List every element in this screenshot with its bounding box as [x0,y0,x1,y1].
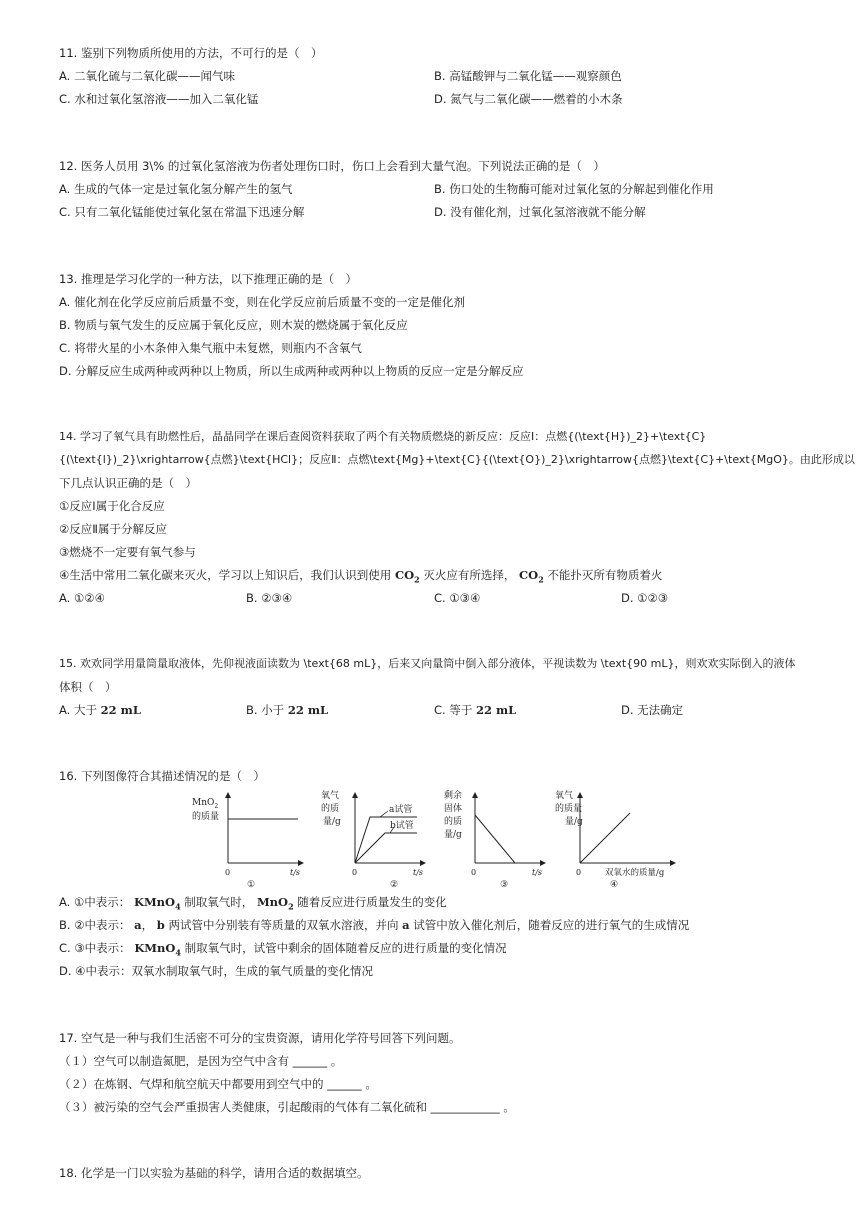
co2-formula: $CO_2$ [519,568,544,585]
q14-stem-line3: 下几点认识正确的是（ ） [59,476,197,490]
q13-option-d: D. 分解反应生成两种或两种以上物质，所以生成两种或两种以上物质的反应一定是分解反应 [59,364,524,378]
q13-stem: 13. 推理是学习化学的一种方法，以下推理正确的是（ ） [59,272,357,286]
kmno4-formula: KMnO$_4$ [133,895,181,912]
answer-blank-1[interactable]: ______ [292,1054,328,1068]
q14-statement-1: ①反应Ⅰ属于化合反应 [59,499,165,513]
q11-stem: 11. 鉴别下列物质所使用的方法，不可行的是（ ） [59,46,323,60]
q14-option-d: D. ①②③ [621,591,669,605]
q16-option-a: A. ①中表示： KMnO$_4$ 制取氧气时， MnO$_2$ 随着反应进行质量发生的变化 [59,895,447,912]
g3-ylabel3: 的质 [444,817,463,827]
q14-s4-part2: 灭火应有所选择， [423,568,516,582]
g4-ylabel3: 量/g [565,817,583,827]
q17-part-2: （２）在炼钢、气焊和航空航天中都要用到空气中的 ______ 。 [59,1077,377,1091]
g1-xlabel: t/s [290,868,301,877]
q12-stem: 12. 医务人员用 3\% 的过氧化氢溶液为伤者处理伤口时，伤口上会看到大量气泡。下列说法正确的是（ ） [59,159,605,173]
g3-ylabel4: 量/g [444,830,462,840]
g1-ylabel: MnO$_2$ [192,798,219,810]
q14-statement-2: ②反应Ⅱ属于分解反应 [59,522,167,536]
q14-statement-4 [59,568,662,586]
q12-option-b: B. 伤口处的生物酶可能对过氧化氢的分解起到催化作用 [434,182,714,196]
curve-4 [580,813,630,863]
g1-ylabel2: 的质量 [192,812,220,822]
g3-ylabel2: 固体 [444,804,463,814]
g1-origin: 0 [225,868,231,877]
q16-option-c: C. ③中表示： KMnO$_4$ 制取氧气时，试管中剩余的固体随着反应的进行质量的变化情况 [59,941,507,958]
q11-option-c: C. 水和过氧化氢溶液——加入二氧化锰 [59,92,259,106]
g2-number: ② [390,880,399,890]
g4-xlabel: 双氧水的质量/g [605,868,665,878]
g4-origin: 0 [576,868,582,877]
q15-stem-line1: 15. 欢欢同学用量筒量取液体，先仰视液面读数为 \text{68 mL}，后来又向量筒中倒入部分液体，平视读数为 \text{90 mL}，则欢欢实际倒入的液体 [59,657,796,670]
q15-stem-line2: 体积（ ） [59,680,117,694]
q14-option-b: B. ②③④ [246,591,293,605]
g1-number: ① [247,880,256,890]
kmno4-formula: KMnO$_4$ [134,941,181,958]
q14-option-a: A. ①②④ [59,591,105,605]
answer-blank-3[interactable]: ____________ [430,1100,500,1114]
g2-ylabel1: 氧气 [321,791,340,801]
g4-ylabel1: 氧气 [555,791,574,801]
q15-option-b: B. 小于 22 mL [246,703,329,717]
g2-label-a: a试管 [389,805,413,815]
graph-1 [192,793,303,890]
graph-4 [555,789,675,890]
g2-label-b: b试管 [390,821,414,831]
curve-3 [475,815,515,863]
q17-stem: 17. 空气是一种与我们生活密不可分的宝贵资源，请用化学符号回答下列问题。 [59,1031,461,1045]
q12-option-c: C. 只有二氧化锰能使过氧化氢在常温下迅速分解 [59,205,305,219]
g2-xlabel: t/s [413,868,424,877]
q11-option-d: D. 氮气与二氧化碳——燃着的小木条 [434,92,623,106]
q15-option-a: A. 大于 22 mL [59,703,141,717]
q16-option-d: D. ④中表示：双氧水制取氧气时，生成的氧气质量的变化情况 [59,964,373,978]
q14-statement-3: ③燃烧不一定要有氧气参与 [59,545,196,559]
answer-blank-2[interactable]: ______ [327,1077,362,1091]
curve-b [355,833,417,863]
g3-ylabel1: 剩余 [444,791,463,801]
g3-origin: 0 [471,868,477,877]
g2-ylabel2: 的质 [321,804,340,814]
q16-graphs-figure [185,785,685,895]
g4-ylabel2: 的质量 [555,804,583,814]
g3-xlabel: t/s [532,868,543,877]
g2-origin: 0 [352,868,358,877]
q14-option-c: C. ①③④ [434,591,481,605]
graph-3 [444,789,545,890]
graph-2 [321,789,425,890]
g3-number: ③ [500,880,509,890]
q11-option-a: A. 二氧化硫与二氧化碳——闻气味 [59,69,235,83]
q12-option-d: D. 没有催化剂，过氧化氢溶液就不能分解 [434,205,646,219]
q13-option-c: C. 将带火星的小木条伸入集气瓶中未复燃，则瓶内不含氧气 [59,341,362,355]
q13-option-b: B. 物质与氧气发生的反应属于氧化反应，则木炭的燃烧属于氧化反应 [59,318,408,332]
q16-stem: 16. 下列图像符合其描述情况的是（ ） [59,769,265,783]
q18-stem: 18. 化学是一门以实验为基础的科学，请用合适的数据填空。 [59,1166,369,1180]
g4-number: ④ [610,880,619,890]
q12-option-a: A. 生成的气体一定是过氧化氢分解产生的氢气 [59,182,293,196]
q17-part-3: （３）被污染的空气会严重损害人类健康，引起酸雨的气体有二氧化硫和 ____________ 。 [59,1100,515,1114]
q11-option-b: B. 高锰酸钾与二氧化锰——观察颜色 [434,69,622,83]
mno2-formula: MnO$_2$ [256,895,294,912]
g2-ylabel3: 量/g [323,817,341,827]
q14-s4-part1: ④生活中常用二氧化碳来灭火，学习以上知识后，我们认识到使用 [59,568,392,582]
q14-stem-line1: 14. 学习了氧气具有助燃性后，晶晶同学在课后查阅资料获取了两个有关物质燃烧的新反应：反应Ⅰ：点燃{(\text{H})_2}+\text{C} [59,430,707,443]
q14-s4-part3: 不能扑灭所有物质着火 [547,568,663,582]
q14-stem-line2: {(\text{l})_2}\xrightarrow{点燃}\text{HCl}；反应Ⅱ：点燃\text{Mg}+\text{C}{(\text{O})_2}\xrightarrow{点燃}\text{C}+\text{MgO}。由此形成以 [59,453,855,466]
co2-formula: $CO_2$ [394,568,420,585]
q15-option-d: D. 无法确定 [621,703,684,717]
q17-part-1: （１）空气可以制造氮肥，是因为空气中含有 ______ 。 [59,1054,343,1068]
q13-option-a: A. 催化剂在化学反应前后质量不变，则在化学反应前后质量不变的一定是催化剂 [59,295,465,309]
q15-option-c: C. 等于 22 mL [434,703,517,717]
q16-option-b: B. ②中表示： a， b 两试管中分别装有等质量的双氧水溶液，并向 a 试管中放入催化剂后，随着反应的进行氧气的生成情况 [59,918,690,932]
